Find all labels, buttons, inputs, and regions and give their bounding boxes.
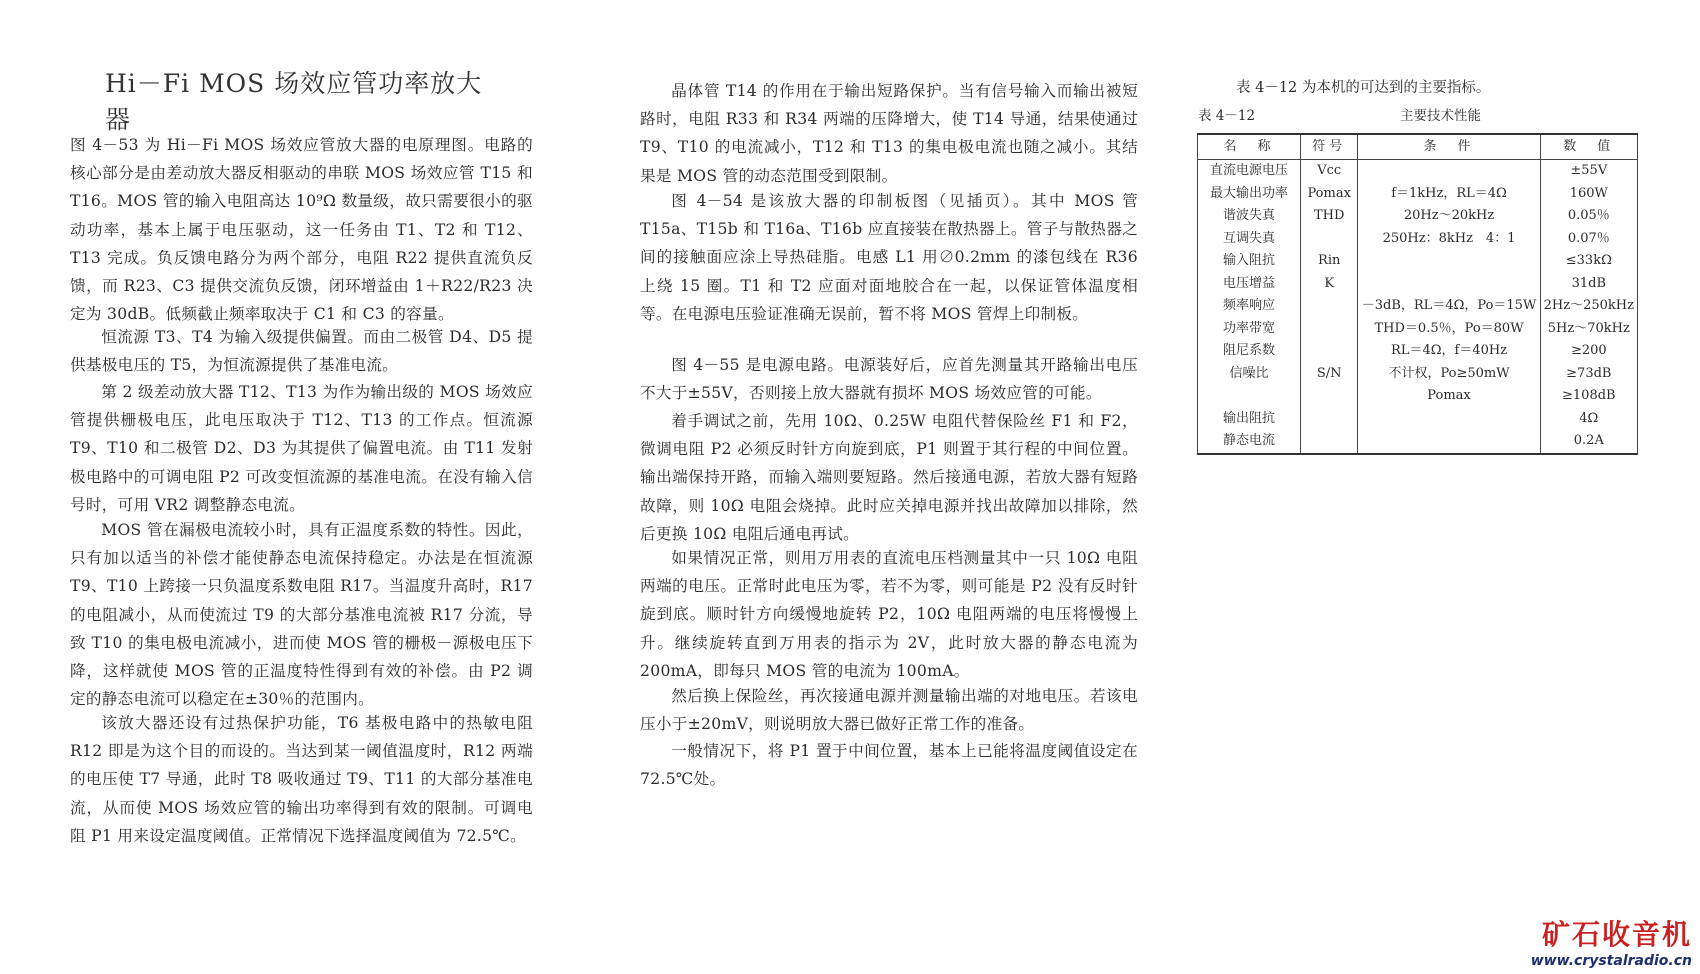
cell-value: ±55V bbox=[1540, 160, 1637, 183]
cell-condition: THD＝0.5％，Po＝80W bbox=[1358, 318, 1540, 341]
cell-name: 电压增益 bbox=[1198, 273, 1301, 296]
cell-symbol: THD bbox=[1300, 205, 1358, 228]
table-number: 表 4－12 bbox=[1198, 108, 1256, 124]
cell-name: 最大输出功率 bbox=[1198, 183, 1301, 206]
col2-paragraph-6: 然后换上保险丝，再次接通电源并测量输出端的对地电压。若该电压小于±20mV，则说明放大器已做好正常工作的准备。 bbox=[640, 687, 1138, 734]
col2-paragraph-5: 如果情况正常，则用万用表的直流电压档测量其中一只 10Ω 电阻两端的电压。正常时此电压为零，若不为零，则可能是 P2 没有反时针旋到底。顺时针方向缓慢地旋转 P2，10Ω 电阻两端的电压将慢慢上升。继续旋转直到万用表的指示为 2V，此时放大器的静态电流为 200mA，即每只 MOS 管的电流为 100mA。 bbox=[640, 549, 1138, 680]
col2-paragraph-2: 图 4－54 是该放大器的印制板图（见插页）。其中 MOS 管 T15a、T15b 和 T16a、T16b 应直接装在散热器上。管子与散热器之间的接触面应涂上导热硅脂。电感 L1 用∅0.2mm 的漆包线在 R36 上绕 15 圈。T1 和 T2 应面对面地胶合在一起，以保证管体温度相等。在电源电压验证准确无误前，暂不将 MOS 管焊上印制板。 bbox=[640, 192, 1138, 323]
table-body bbox=[1198, 160, 1638, 454]
cell-name: 互调失真 bbox=[1198, 228, 1301, 251]
table-row bbox=[1198, 408, 1638, 431]
cell-value: 0.2A bbox=[1540, 430, 1637, 454]
cell-value: 0.05％ bbox=[1540, 205, 1637, 228]
header-name: 名 称 bbox=[1198, 134, 1301, 160]
table-row bbox=[1198, 160, 1638, 183]
cell-symbol: Rin bbox=[1300, 250, 1358, 273]
cell-value: 4Ω bbox=[1540, 408, 1637, 431]
col1-paragraph-5: 该放大器还设有过热保护功能，T6 基极电路中的热敏电阻 R12 即是为这个目的而设的。当达到某一阈值温度时，R12 两端的电压使 T7 导通，此时 T8 吸收通过 T9、T11 的大部分基准电流，从而使 MOS 场效应管的输出功率得到有效的限制。可调电阻 P1 用来设定温度阈值。正常情况下选择温度阈值为 72.5℃。 bbox=[70, 714, 533, 845]
col1-paragraph-1: 图 4－53 为 Hi－Fi MOS 场效应管放大器的电原理图。电路的核心部分是由差动放大器反相驱动的串联 MOS 场效应管 T15 和 T16。MOS 管的输入电阻高达 10⁹Ω 数量级，故只需要很小的驱动功率，基本上属于电压驱动，这一任务由 T1、T2 和 T12、T13 完成。负反馈电路分为两个部分，电阻 R22 提供直流负反馈，而 R23、C3 提供交流负反馈，闭环增益由 1＋R22/R23 决定为 30dB。低频截止频率取决于 C1 和 C3 的容量。 bbox=[70, 136, 533, 324]
table-row bbox=[1198, 340, 1638, 363]
table-row bbox=[1198, 295, 1638, 318]
col2-paragraph-3: 图 4－55 是电源电路。电源装好后，应首先测量其开路输出电压不大于±55V，否则接上放大器就有损坏 MOS 场效应管的可能。 bbox=[640, 356, 1138, 403]
cell-symbol bbox=[1300, 228, 1358, 251]
table-intro: 表 4－12 为本机的可达到的主要指标。 bbox=[1236, 80, 1491, 96]
col1-paragraph-2: 恒流源 T3、T4 为输入级提供偏置。而由二极管 D4、D5 提供基极电压的 T5，为恒流源提供了基准电流。 bbox=[70, 328, 533, 375]
spec-table bbox=[1197, 133, 1638, 455]
cell-symbol bbox=[1300, 295, 1358, 318]
cell-value: ≥73dB bbox=[1540, 363, 1637, 386]
cell-condition bbox=[1358, 408, 1540, 431]
cell-condition: Pomax bbox=[1358, 385, 1540, 408]
col2-paragraph-4: 着手调试之前，先用 10Ω、0.25W 电阻代替保险丝 F1 和 F2，微调电阻 P2 必须反时针方向旋到底，P1 则置于其行程的中间位置。输出端保持开路，而输入端则要短路。然后接通电源，若放大器有短路故障，则 10Ω 电阻会烧掉。此时应关掉电源并找出故障加以排除，然后更换 10Ω 电阻后通电再试。 bbox=[640, 412, 1138, 543]
cell-condition bbox=[1358, 160, 1540, 183]
cell-name: 输入阻抗 bbox=[1198, 250, 1301, 273]
cell-value: ≤33kΩ bbox=[1540, 250, 1637, 273]
table-row bbox=[1198, 250, 1638, 273]
header-value: 数 值 bbox=[1540, 134, 1637, 160]
cell-name: 谐波失真 bbox=[1198, 205, 1301, 228]
cell-name: 直流电源电压 bbox=[1198, 160, 1301, 183]
col1-paragraph-3: 第 2 级差动放大器 T12、T13 为作为输出级的 MOS 场效应管提供栅极电压，此电压取决于 T12、T13 的工作点。恒流源 T9、T10 和二极管 D2、D3 为其提供了偏置电流。由 T11 发射极电路中的可调电阻 P2 可改变恒流源的基准电流。在没有输入信号时，可用 VR2 调整静态电流。 bbox=[70, 383, 533, 514]
table-row bbox=[1198, 363, 1638, 386]
header-condition: 条 件 bbox=[1358, 134, 1540, 160]
cell-name: 信噪比 bbox=[1198, 363, 1301, 386]
document-title: Hi－Fi MOS 场效应管功率放大器 bbox=[105, 69, 483, 134]
cell-condition: RL＝4Ω，f＝40Hz bbox=[1358, 340, 1540, 363]
cell-condition: －3dB，RL＝4Ω，Po＝15W bbox=[1358, 295, 1540, 318]
cell-condition bbox=[1358, 250, 1540, 273]
cell-value: ≥108dB bbox=[1540, 385, 1637, 408]
table-row bbox=[1198, 385, 1638, 408]
col1-paragraph-4: MOS 管在漏极电流较小时，具有正温度系数的特性。因此，只有加以适当的补偿才能使静态电流保持稳定。办法是在恒流源 T9、T10 上跨接一只负温度系数电阻 R17。当温度升高时，R17 的电阻减小，从而使流过 T9 的大部分基准电流被 R17 分流，导致 T10 的集电极电流减小，进而使 MOS 管的栅极－源极电压下降，这样就使 MOS 管的正温度特性得到有效的补偿。由 P2 调定的静态电流可以稳定在±30％的范围内。 bbox=[70, 521, 533, 709]
cell-name: 静态电流 bbox=[1198, 430, 1301, 454]
table-row bbox=[1198, 318, 1638, 341]
cell-value: 5Hz～70kHz bbox=[1540, 318, 1637, 341]
cell-value: ≥200 bbox=[1540, 340, 1637, 363]
watermark-logo-text: 矿石收音机 bbox=[1541, 918, 1692, 951]
table-row bbox=[1198, 183, 1638, 206]
site-watermark bbox=[1502, 918, 1692, 970]
cell-name: 功率带宽 bbox=[1198, 318, 1301, 341]
table-header-row bbox=[1198, 134, 1638, 160]
cell-name: 输出阻抗 bbox=[1198, 408, 1301, 431]
table-row bbox=[1198, 430, 1638, 454]
cell-symbol: Vcc bbox=[1300, 160, 1358, 183]
table-row bbox=[1198, 273, 1638, 296]
cell-symbol bbox=[1300, 430, 1358, 454]
cell-value: 0.07％ bbox=[1540, 228, 1637, 251]
cell-name: 阻尼系数 bbox=[1198, 340, 1301, 363]
cell-symbol bbox=[1300, 408, 1358, 431]
col2-paragraph-7: 一般情况下，将 P1 置于中间位置，基本上已能将温度阈值设定在 72.5℃处。 bbox=[640, 742, 1138, 789]
watermark-url: www.crystalradio.cn bbox=[1530, 953, 1692, 969]
table-row bbox=[1198, 205, 1638, 228]
col2-paragraph-1: 晶体管 T14 的作用在于输出短路保护。当有信号输入而输出被短路时，电阻 R33 和 R34 两端的压降增大，使 T14 导通，结果使通过 T9、T10 的电流减小，T12 和 T13 的集电极电流也随之减小。其结果是 MOS 管的动态范围受到限制。 bbox=[640, 82, 1138, 185]
cell-condition: f＝1kHz，RL＝4Ω bbox=[1358, 183, 1540, 206]
cell-value: 31dB bbox=[1540, 273, 1637, 296]
cell-value: 2Hz～250kHz bbox=[1540, 295, 1637, 318]
cell-symbol bbox=[1300, 318, 1358, 341]
cell-condition: 20Hz～20kHz bbox=[1358, 205, 1540, 228]
cell-symbol: Pomax bbox=[1300, 183, 1358, 206]
cell-condition bbox=[1358, 273, 1540, 296]
cell-condition bbox=[1358, 430, 1540, 454]
cell-symbol: K bbox=[1300, 273, 1358, 296]
cell-name bbox=[1198, 385, 1301, 408]
cell-symbol bbox=[1300, 385, 1358, 408]
header-symbol: 符号 bbox=[1300, 134, 1358, 160]
cell-name: 频率响应 bbox=[1198, 295, 1301, 318]
cell-condition: 250Hz：8kHz 4：1 bbox=[1358, 228, 1540, 251]
table-row bbox=[1198, 228, 1638, 251]
cell-condition: 不计权，Po≥50mW bbox=[1358, 363, 1540, 386]
cell-symbol bbox=[1300, 340, 1358, 363]
cell-value: 160W bbox=[1540, 183, 1637, 206]
table-caption: 主要技术性能 bbox=[1400, 108, 1481, 124]
cell-symbol: S/N bbox=[1300, 363, 1358, 386]
